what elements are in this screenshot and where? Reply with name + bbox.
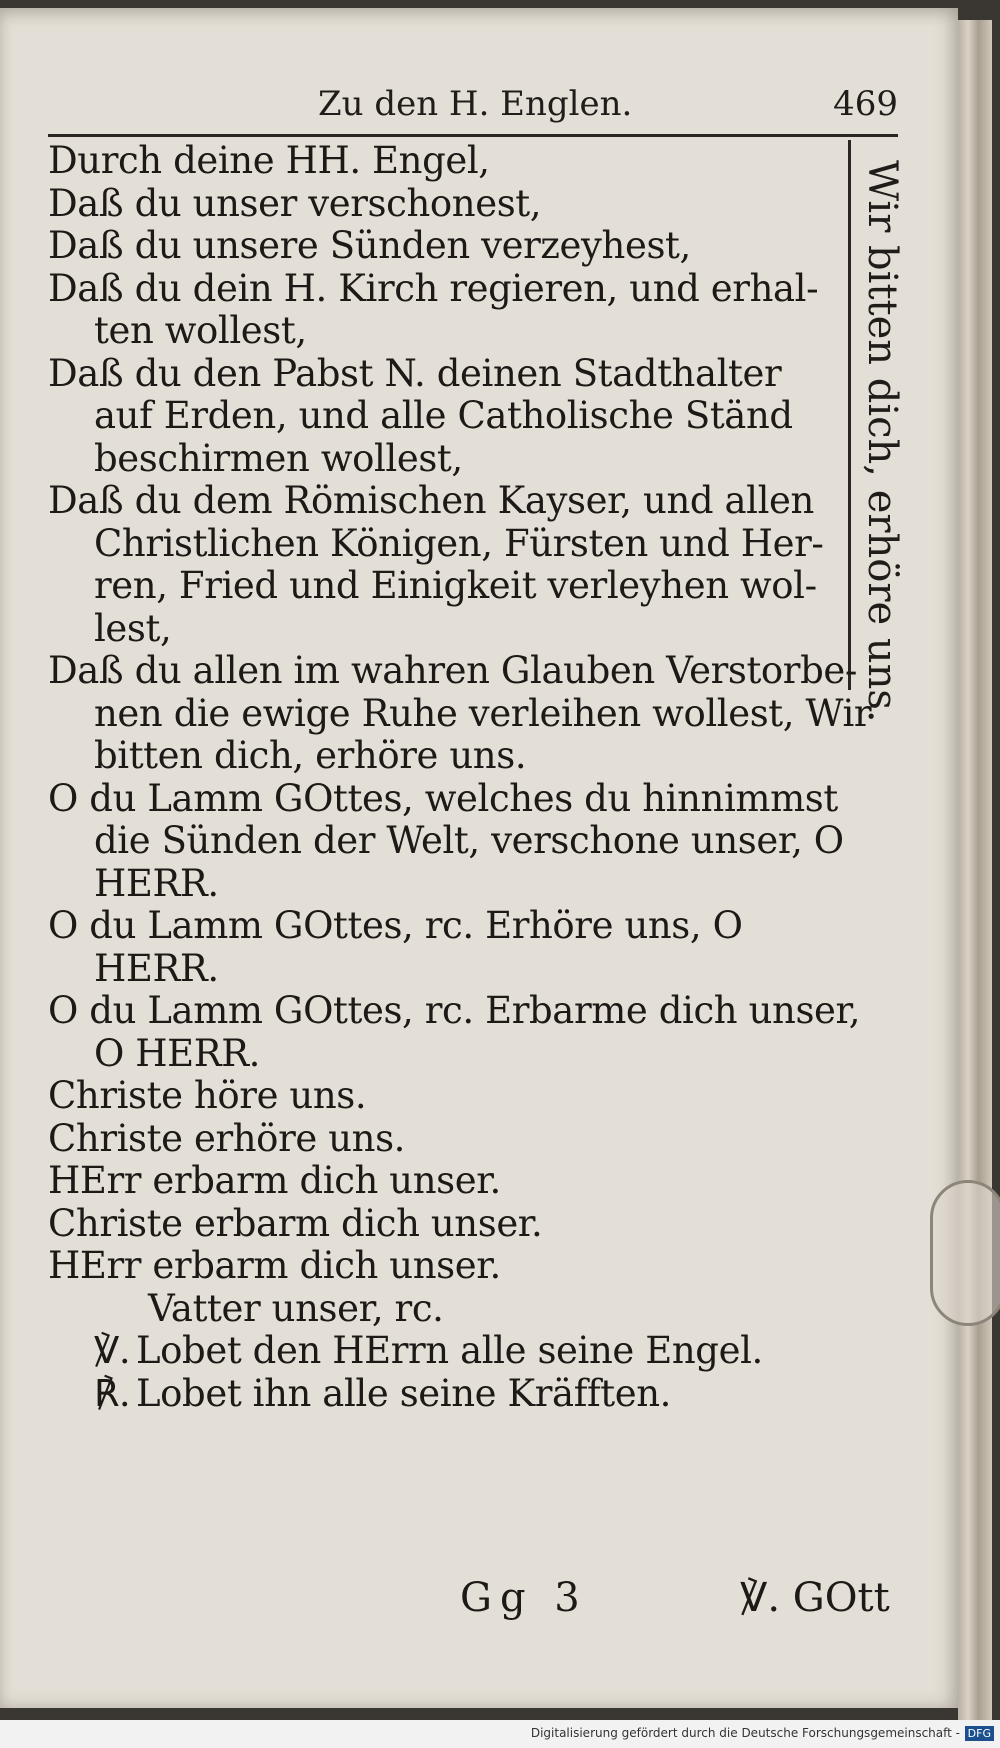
running-head: Zu den H. Englen. <box>318 84 633 124</box>
text-line: beschirmen wollest, <box>94 436 463 480</box>
text-line: Christlichen Königen, Fürsten und Her- <box>94 521 824 565</box>
text-line: die Sünden der Welt, verschone unser, O <box>94 819 844 862</box>
text-line: O du Lamm GOttes, rc. Erhöre uns, O <box>48 904 743 947</box>
dfg-logo: DFG <box>965 1726 994 1741</box>
text-line: Daß du unser verschonest, <box>48 181 542 225</box>
text-line: Daß du unsere Sünden verzeyhest, <box>48 224 691 267</box>
versicle-symbol: ℣. <box>94 1329 131 1372</box>
text-line: HERR. <box>94 861 219 905</box>
text-line: Christe erbarm dich unser. <box>48 1201 543 1245</box>
text-line: Daß du allen im wahren Glauben Verstorbe- <box>48 649 857 692</box>
page-edge <box>958 20 992 1720</box>
text-line: O du Lamm GOttes, rc. Erbarme dich unser, <box>48 989 861 1032</box>
text-line: bitten dich, erhöre uns. <box>94 734 527 777</box>
catchword: ℣. GOtt <box>740 1575 890 1621</box>
text-line: Christe höre uns. <box>48 1074 367 1117</box>
versicle-text: Lobet den HErrn alle seine Engel. <box>136 1329 763 1372</box>
response-text: Lobet ihn alle seine Kräfften. <box>136 1371 672 1415</box>
text-line: Durch deine HH. Engel, <box>48 139 490 182</box>
text-line: Daß du dem Römischen Kayser, und allen <box>48 479 814 522</box>
text-line: nen die ewige Ruhe verleihen wollest, Wir <box>94 691 872 735</box>
text-line: HERR. <box>94 946 219 990</box>
signature-mark: Gg 3 <box>460 1575 588 1621</box>
header-rule <box>48 134 898 137</box>
text-line: ren, Fried und Einigkeit verleyhen wol- <box>94 564 817 607</box>
text-line: HErr erbarm dich unser. <box>48 1244 501 1287</box>
text-line: Vatter unser, rc. <box>148 1286 444 1330</box>
page-number: 469 <box>833 84 898 124</box>
text-line: O du Lamm GOttes, welches du hinnimmst <box>48 776 838 820</box>
footer-bar <box>0 1720 1000 1748</box>
footer-credit: Digitalisierung gefördert durch die Deutsche Forschungsgemeinschaft - <box>530 1726 960 1740</box>
response-symbol: ℟. <box>94 1371 131 1415</box>
text-line: O HERR. <box>94 1031 261 1075</box>
versicle-line <box>48 1330 908 1373</box>
response-line <box>48 1373 908 1416</box>
text-line: Daß du den Pabst N. deinen Stadthalter <box>48 351 782 395</box>
text-line: auf Erden, und alle Catholische Ständ <box>94 394 793 437</box>
page-header <box>48 84 898 140</box>
text-line: Daß du dein H. Kirch regieren, und erhal- <box>48 266 819 310</box>
side-note: Wir bitten dich, erhöre uns. <box>859 160 905 723</box>
page-clip <box>930 1180 1000 1326</box>
text-line: Christe erhöre uns. <box>48 1116 406 1160</box>
text-line: HErr erbarm dich unser. <box>48 1159 501 1202</box>
litany-text <box>48 140 908 1415</box>
text-line: lest, <box>94 606 172 650</box>
text-line: ten wollest, <box>94 309 307 352</box>
